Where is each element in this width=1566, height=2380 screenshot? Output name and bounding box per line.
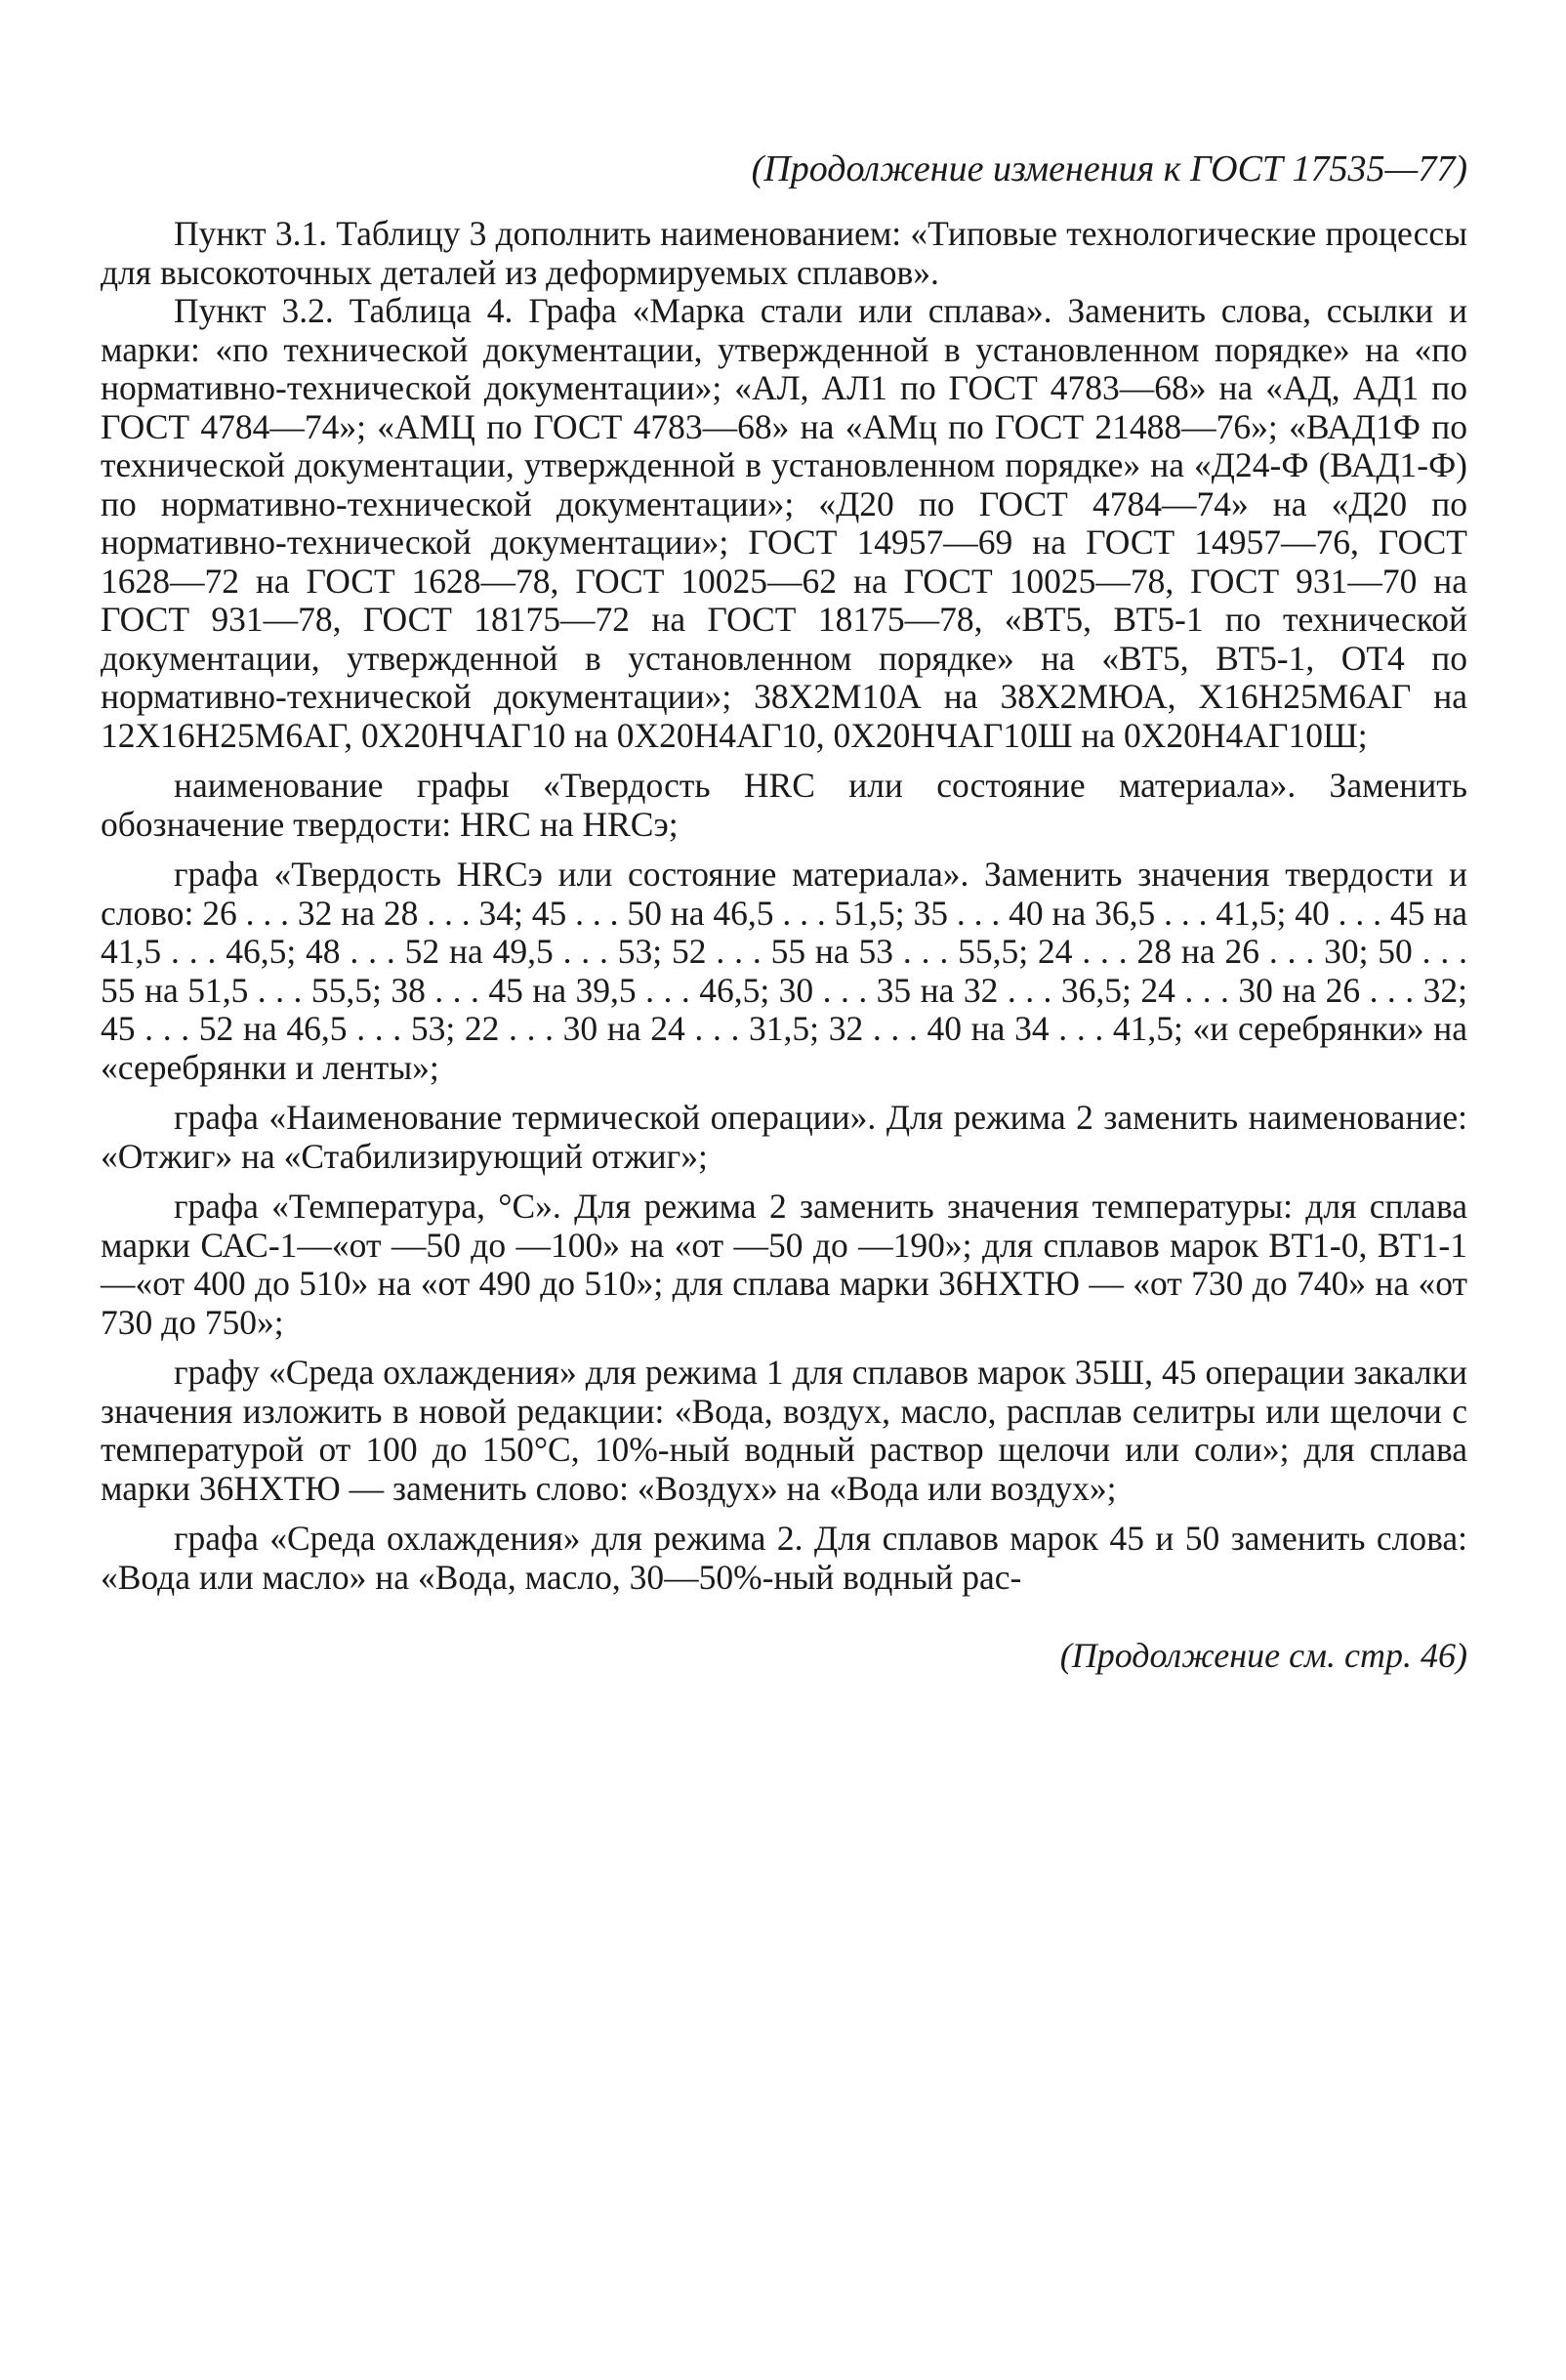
paragraph-thermal-operation: графа «Наименование термической операции». Для режима 2 заменить наименование: «Отжиг» на «Стабилизирующий отжиг»; <box>101 1098 1467 1176</box>
paragraph-item-3-1: Пункт 3.1. Таблицу 3 дополнить наименованием: «Типовые технологические процессы для высокоточных деталей из деформируемых сплавов». <box>101 214 1467 292</box>
continuation-footer: (Продолжение см. стр. 46) <box>1059 1636 1467 1675</box>
paragraph-item-3-2: Пункт 3.2. Таблица 4. Графа «Марка стали или сплава». Заменить слова, ссылки и марки: «по технической документации, утвержденной в установленном порядке» на «по нормативно-технической документации»; «АЛ, АЛ1 по ГОСТ 4783—68» на «АД, АД1 по ГОСТ 4784—74»; «АМЦ по ГОСТ 4783—68» на «АМц по ГОСТ 21488—76»; «ВАД1Ф по технической документации, утвержденной в установленном порядке» на «Д24-Ф (ВАД1-Ф) по нормативно-технической документации»; «Д20 по ГОСТ 4784—74» на «Д20 по нормативно-технической документации»; ГОСТ 14957—69 на ГОСТ 14957—76, ГОСТ 1628—72 на ГОСТ 1628—78, ГОСТ 10025—62 на ГОСТ 10025—78, ГОСТ 931—70 на ГОСТ 931—78, ГОСТ 18175—72 на ГОСТ 18175—78, «ВТ5, ВТ5-1 по технической документации, утвержденной в установленном порядке» на «ВТ5, ВТ5-1, ОТ4 по нормативно-технической документации»; 38Х2М10А на 38Х2МЮА, Х16Н25М6АГ на 12Х16Н25М6АГ, 0Х20НЧАГ10 на 0Х20Н4АГ10, 0Х20НЧАГ10Ш на 0Х20Н4АГ10Ш; <box>101 291 1467 755</box>
paragraph-hardness-column-name: наименование графы «Твердость HRC или состояние материала». Заменить обозначение твердости: HRC на HRCэ; <box>101 766 1467 844</box>
continuation-header: (Продолжение изменения к ГОСТ 17535—77) <box>751 148 1467 189</box>
paragraph-hardness-values: графа «Твердость HRCэ или состояние материала». Заменить значения твердости и слово: 26 . . . 32 на 28 . . . 34; 45 . . . 50 на 46,5 . . . 51,5; 35 . . . 40 на 36,5 . . . 41,5; 40 . . . 45 на 41,5 . . . 46,5; 48 . . . 52 на 49,5 . . . 53; 52 . . . 55 на 53 . . . 55,5; 24 . . . 28 на 26 . . . 30; 50 . . . 55 на 51,5 . . . 55,5; 38 . . . 45 на 39,5 . . . 46,5; 30 . . . 35 на 32 . . . 36,5; 24 . . . 30 на 26 . . . 32; 45 . . . 52 на 46,5 . . . 53; 22 . . . 30 на 24 . . . 31,5; 32 . . . 40 на 34 . . . 41,5; «и серебрянки» на «серебрянки и ленты»; <box>101 855 1467 1087</box>
paragraph-cooling-medium-mode-2: графа «Среда охлаждения» для режима 2. Для сплавов марок 45 и 50 заменить слова: «Вода или масло» на «Вода, масло, 30—50%-ный водный рас- <box>101 1519 1467 1597</box>
document-page <box>101 146 1467 1677</box>
paragraph-temperature: графа «Температура, °С». Для режима 2 заменить значения температуры: для сплава марки САС-1—«от —50 до —100» на «от —50 до —190»; для сплавов марок ВТ1-0, ВТ1-1—«от 400 до 510» на «от 490 до 510»; для сплава марки 36НХТЮ — «от 730 до 740» на «от 730 до 750»; <box>101 1187 1467 1342</box>
paragraph-cooling-medium-mode-1: графу «Среда охлаждения» для режима 1 для сплавов марок 35Ш, 45 операции закалки значения изложить в новой редакции: «Вода, воздух, масло, расплав селитры или щелочи с температурой от 100 до 150°С, 10%-ный водный раствор щелочи или соли»; для сплава марки 36НХТЮ — заменить слово: «Воздух» на «Вода или воздух»; <box>101 1353 1467 1508</box>
